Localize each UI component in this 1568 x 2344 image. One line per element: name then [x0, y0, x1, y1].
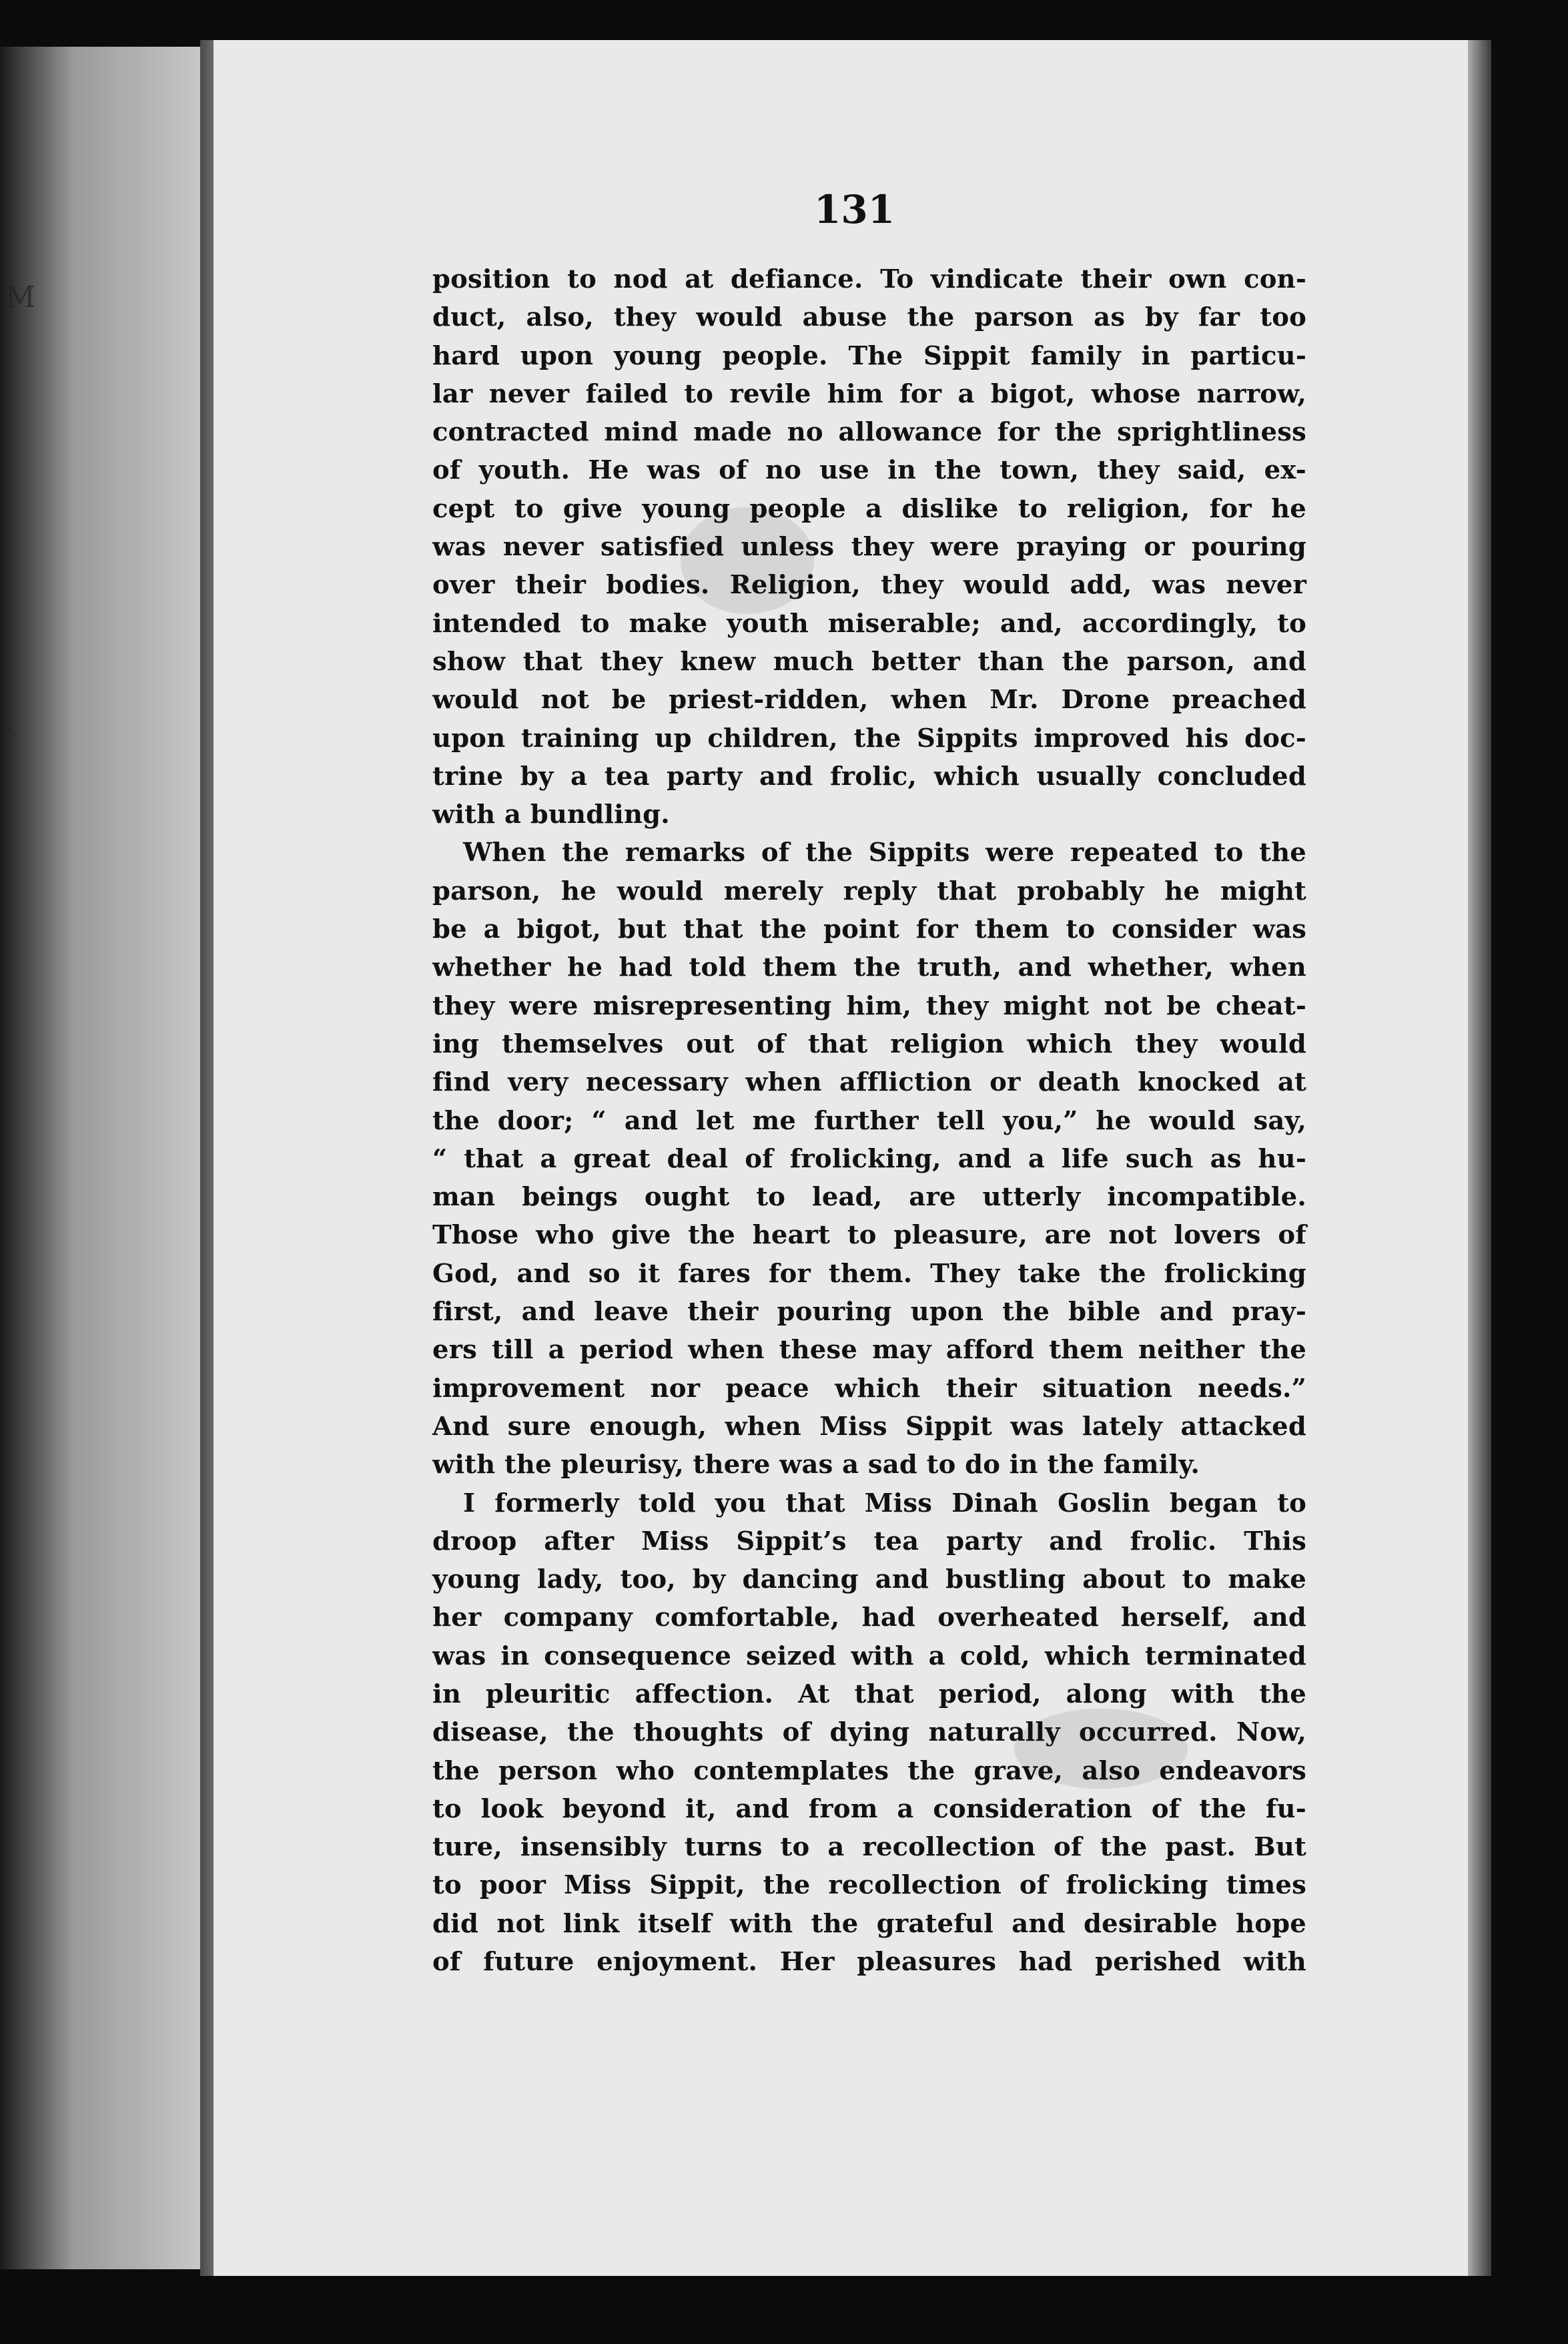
text-line: of future enjoyment. Her pleasures had perished with	[432, 1947, 1306, 1978]
text-line: first, and leave their pouring upon the bible and pray-	[432, 1297, 1306, 1328]
text-line: ing themselves out of that religion which they would	[432, 1029, 1306, 1059]
text-line: upon training up children, the Sippits improved his doc-	[432, 723, 1306, 754]
text-line: in pleuritic affection. At that period, along with the	[432, 1679, 1306, 1709]
text-line: with the pleurisy, there was a sad to do in the family.	[432, 1450, 1200, 1480]
text-line: her company comfortable, had overheated herself, and	[432, 1602, 1306, 1633]
text-line: hard upon young people. The Sippit family in particu-	[432, 340, 1306, 371]
text-line: of youth. He was of no use in the town, they said, ex-	[432, 455, 1306, 486]
text-line: lar never failed to revile him for a bigot, whose narrow,	[432, 378, 1306, 409]
adjacent-page-edge	[0, 47, 207, 2269]
text-line: they were misrepresenting him, they might not be cheat-	[432, 990, 1306, 1021]
text-line: “ that a great deal of frolicking, and a life such as hu-	[432, 1143, 1306, 1174]
text-line: And sure enough, when Miss Sippit was lately attacked	[432, 1411, 1306, 1442]
bleed-fragment: M	[5, 280, 36, 314]
page-right-edge	[1465, 40, 1491, 2276]
text-line: When the remarks of the Sippits were repeated to the	[463, 838, 1306, 868]
text-line: parson, he would merely reply that probably he might	[432, 876, 1306, 906]
text-line: would not be priest-ridden, when Mr. Drone preached	[432, 685, 1306, 715]
text-line: ture, insensibly turns to a recollection of the past. But	[432, 1832, 1306, 1863]
bleed-fragment: ·	[5, 714, 15, 748]
text-line: disease, the thoughts of dying naturally occurred. Now,	[432, 1717, 1306, 1748]
text-line: God, and so it fares for them. They take the frolicking	[432, 1258, 1306, 1289]
text-line: the person who contemplates the grave, also endeavors	[432, 1755, 1306, 1786]
text-line: was in consequence seized with a cold, which terminated	[432, 1641, 1306, 1671]
text-line: young lady, too, by dancing and bustling about to make	[432, 1564, 1306, 1595]
text-line: be a bigot, but that the point for them to consider was	[432, 914, 1306, 945]
text-line: duct, also, they would abuse the parson as by far too	[432, 302, 1306, 333]
text-line: to poor Miss Sippit, the recollection of frolicking times	[432, 1870, 1306, 1901]
text-line: Those who give the heart to pleasure, are not lovers of	[432, 1220, 1306, 1251]
text-line: intended to make youth miserable; and, accordingly, to	[432, 608, 1306, 639]
text-line: was never satisfied unless they were praying or pouring	[432, 532, 1306, 563]
text-line: improvement nor peace which their situation needs.”	[432, 1373, 1306, 1404]
text-line: did not link itself with the grateful and desirable hope	[432, 1908, 1306, 1939]
text-line: the door; “ and let me further tell you,” he would say,	[432, 1105, 1306, 1136]
text-line: position to nod at defiance. To vindicate their own con-	[432, 264, 1306, 294]
text-line: I formerly told you that Miss Dinah Goslin began to	[463, 1488, 1306, 1518]
text-line: show that they knew much better than the parson, and	[432, 646, 1306, 677]
text-line: contracted mind made no allowance for the sprightliness	[432, 417, 1306, 448]
body-text	[432, 260, 1306, 1981]
text-line: to look beyond it, and from a consideration of the fu-	[432, 1793, 1306, 1824]
text-line: ers till a period when these may afford them neither the	[432, 1335, 1306, 1366]
text-line: droop after Miss Sippit’s tea party and frolic. This	[432, 1526, 1306, 1556]
text-line: man beings ought to lead, are utterly incompatible.	[432, 1182, 1306, 1213]
text-line: with a bundling.	[432, 800, 670, 830]
text-line: whether he had told them the truth, and whether, when	[432, 952, 1306, 983]
text-line: cept to give young people a dislike to religion, for he	[432, 493, 1306, 524]
text-line: over their bodies. Religion, they would add, was never	[432, 570, 1306, 601]
text-line: trine by a tea party and frolic, which usually concluded	[432, 761, 1306, 792]
page-number: 131	[814, 187, 895, 232]
text-line: find very necessary when affliction or death knocked at	[432, 1067, 1306, 1098]
